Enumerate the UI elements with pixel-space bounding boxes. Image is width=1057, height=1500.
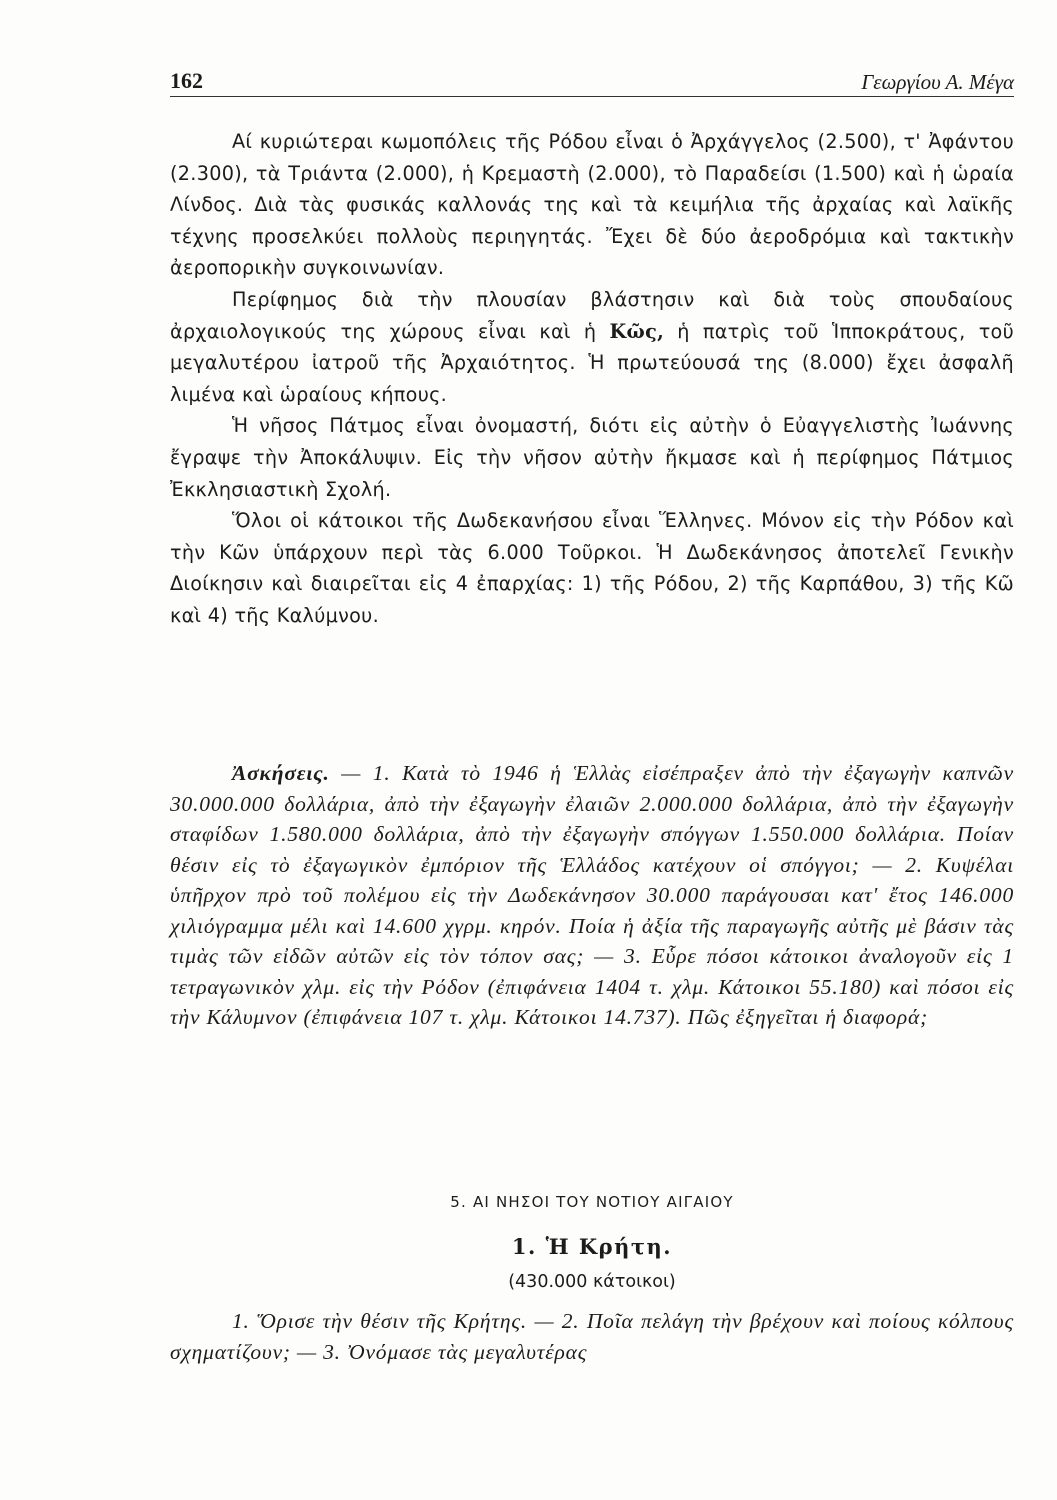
paragraph-patmos: Ἡ νῆσος Πάτμος εἶναι ὀνομαστή, διότι εἰς αὐτὴν ὁ Εὐαγγελιστὴς Ἰωάννης ἔγραψε τὴν Ἀποκάλυψιν. Εἰς τὴν νῆσον αὐτὴν ἤκμασε καὶ ἡ περίφημος Πάτμιος Ἐκκλησιαστικὴ Σχολή.: [170, 414, 1014, 501]
section-title: 5. ΑΙ ΝΗΣΟΙ ΤΟΥ ΝΟΤΙΟΥ ΑΙΓΑΙΟΥ: [450, 1193, 734, 1211]
exercises-label: Ἀσκήσεις.: [232, 761, 330, 785]
exercises-text: — 1. Κατὰ τὸ 1946 ἡ Ἑλλὰς εἰσέπραξεν ἀπὸ τὴν ἐξαγωγὴν καπνῶν 30.000.000 δολλάρια, ἀπὸ τὴν ἐξαγωγὴν ἐλαιῶν 2.000.000 δολλάρια, ἀπὸ τὴν ἐξαγωγὴν σταφίδων 1.580.000 δολλάρια, ἀπὸ τὴν ἐξαγωγὴν σπόγγων 1.550.000 δολλάρια. Ποίαν θέσιν εἰς τὸ ἐξαγωγικὸν ἐμπόριον τῆς Ἑλλάδος κατέχουν οἱ σπόγγοι; — 2. Κυψέλαι ὑπῆρχον πρὸ τοῦ πολέμου εἰς τὴν Δωδεκάνησον 30.000 παράγουσαι κατ' ἔτος 146.000 χιλιόγραμμα μέλι καὶ 14.600 χγρμ. κηρόν. Ποία ἡ ἀξία τῆς παραγωγῆς αὐτῆς μὲ βάσιν τὰς τιμὰς τῶν εἰδῶν αὐτῶν εἰς τὸν τόπον σας; — 3. Εὗρε πόσοι κάτοικοι ἀναλογοῦν εἰς 1 τετραγωνικὸν χλμ. εἰς τὴν Ρόδον (ἐπιφάνεια 1404 τ. χλμ. Κάτοικοι 55.180) καὶ πόσοι εἰς τὴν Κάλυμνον (ἐπιφάνεια 107 τ. χλμ. Κάτοικοι 14.737). Πῶς ἐξηγεῖται ἡ διαφορά;: [170, 761, 1014, 1029]
kos-text-after: ἡ πατρὶς τοῦ Ἱπποκράτους, τοῦ μεγαλυτέρου ἰατροῦ τῆς Ἀρχαιότητος. Ἡ πρωτεύουσά της (8.000) ἔχει ἀσφαλῆ λιμένα καὶ ὡραίους κήπους.: [170, 319, 1014, 406]
body-text: [170, 126, 1014, 632]
crete-questions: 1. Ὅρισε τὴν θέσιν τῆς Κρήτης. — 2. Ποῖα πελάγη τὴν βρέχουν καὶ ποίους κόλπους σχηματίζουν; — 3. Ὀνόμασε τὰς μεγαλυτέρας: [170, 1309, 1014, 1364]
chapter-title: 1. Ἡ Κρήτη.: [511, 1234, 673, 1259]
kos-text-before: Περίφημος διὰ τὴν πλουσίαν βλάστησιν καὶ διὰ τοὺς σπουδαίους ἀρχαιολογικούς της χώρους εἶναι καὶ ἡ: [170, 287, 1014, 343]
exercises-block: [170, 758, 1014, 1033]
page-number: 162: [170, 68, 203, 93]
paragraph-kos: [170, 284, 1014, 410]
page-header: [170, 70, 1014, 97]
paragraph-dodecanese-population: Ὅλοι οἱ κάτοικοι τῆς Δωδεκανήσου εἶναι Ἕλληνες. Μόνον εἰς τὴν Ρόδον καὶ τὴν Κῶν ὑπάρχουν περὶ τὰς 6.000 Τοῦρκοι. Ἡ Δωδεκάνησος ἀποτελεῖ Γενικὴν Διοίκησιν καὶ διαιρεῖται εἰς 4 ἐπαρχίας: 1) τῆς Ρόδου, 2) τῆς Καρπάθου, 3) τῆς Κῶ καὶ 4) τῆς Καλύμνου.: [170, 509, 1014, 627]
paragraph-rhodes-towns: Αί κυριώτεραι κωμοπόλεις τῆς Ρόδου εἶναι ὁ Ἀρχάγγελος (2.500), τ' Ἀφάντου (2.300), τὰ Τριάντα (2.000), ἡ Κρεμαστὴ (2.000), τὸ Παραδείσι (1.500) καὶ ἡ ὡραία Λίνδος. Διὰ τὰς φυσικάς καλλονάς της καὶ τὰ κειμήλια τῆς ἀρχαίας καὶ λαϊκῆς τέχνης προσελκύει πολλοὺς περιηγητάς. Ἔχει δὲ δύο ἀεροδρόμια καὶ τακτικὴν ἀεροπορικὴν συγκοινωνίαν.: [170, 130, 1014, 280]
kos-bold-name: Κῶς,: [609, 319, 665, 343]
running-head: Γεωργίου Α. Μέγα: [861, 70, 1014, 94]
population-note: (430.000 κάτοικοι): [508, 1272, 676, 1292]
